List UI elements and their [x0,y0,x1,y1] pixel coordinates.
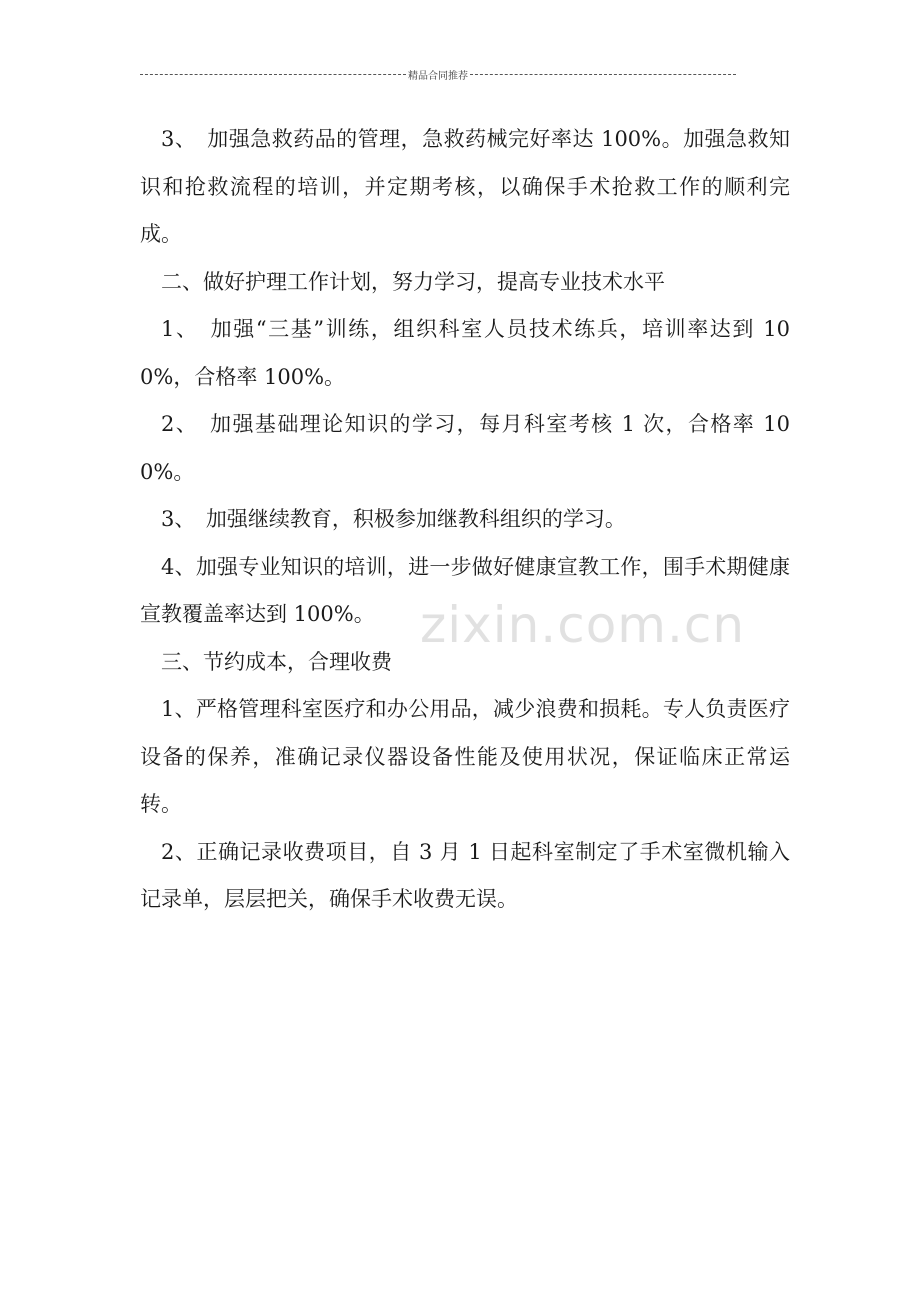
header-title: 精品合同推荐 [408,70,468,82]
document-body [140,116,790,924]
paragraph-item-2-billing-records: 2、正确记录收费项目，自 3 月 1 日起科室制定了手术室微机输入记录单，层层把关，确保手术收费无误。 [140,839,790,911]
paragraph-item-4-health-education: 4、加强专业知识的培训，进一步做好健康宣教工作，围手术期健康宣教覆盖率达到 100%。 [140,554,790,626]
paragraph-item-1-three-basics: 1、 加强“三基”训练，组织科室人员技术练兵，培训率达到 100%，合格率 100%。 [140,317,790,389]
paragraph-item-3-continuing-education: 3、 加强继续教育，积极参加继教科组织的学习。 [161,507,626,531]
paragraph-item-3-emergency-drugs: 3、 加强急救药品的管理，急救药械完好率达 100%。加强急救知识和抢救流程的培训，并定期考核，以确保手术抢救工作的顺利完成。 [140,127,790,246]
paragraph-item-1-supplies-management: 1、严格管理科室医疗和办公用品，减少浪费和损耗。专人负责医疗设备的保养，准确记录仪器设备性能及使用状况，保证临床正常运转。 [140,697,790,816]
section-heading-nursing-plan: 二、做好护理工作计划，努力学习，提高专业技术水平 [161,269,665,294]
header-rule-right [470,74,736,75]
header-rule-left [140,74,406,75]
paragraph-item-2-basic-theory: 2、 加强基础理论知识的学习，每月科室考核 1 次，合格率 100%。 [140,412,790,484]
page-header [140,66,736,82]
watermark-logo: zixin.com.cn [420,596,746,654]
section-heading-cost-saving: 三、节约成本，合理收费 [161,649,392,674]
